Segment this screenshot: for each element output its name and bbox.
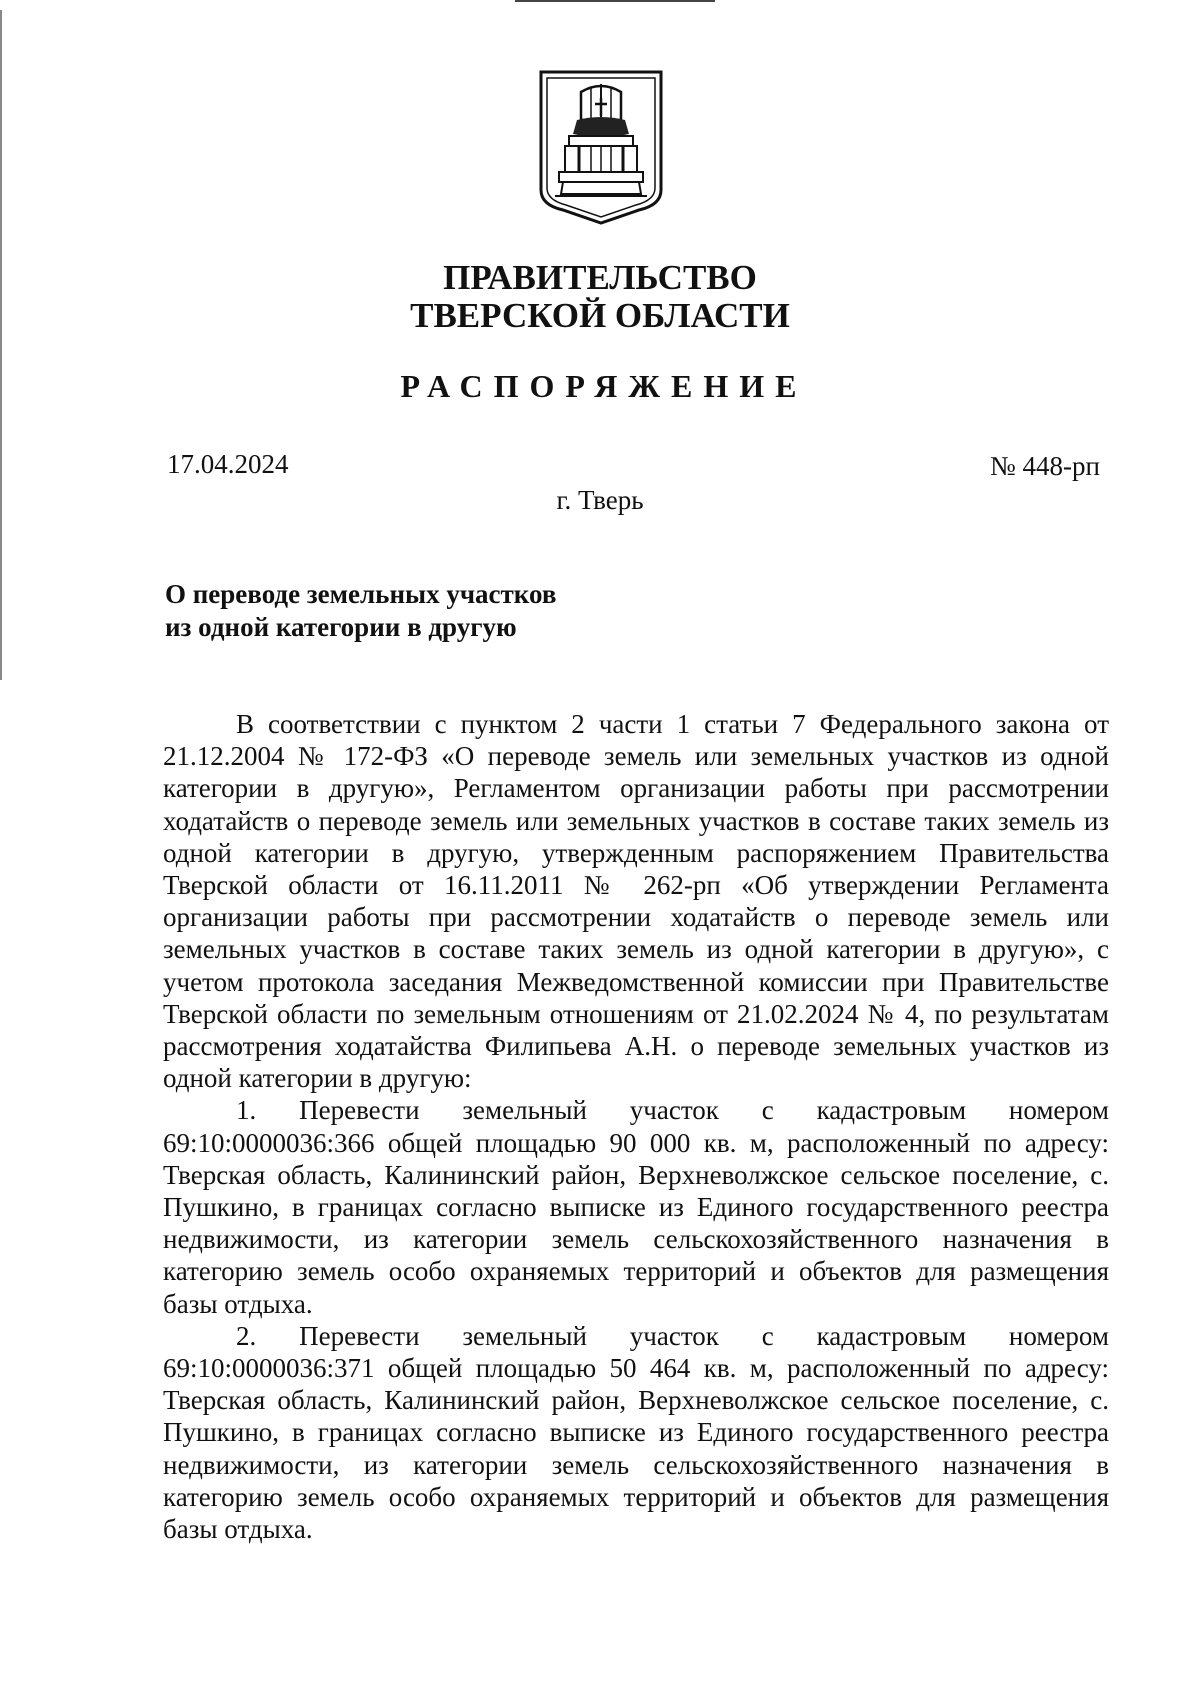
document-type: РАСПОРЯЖЕНИЕ <box>400 368 808 404</box>
document-date: 17.04.2024 <box>167 449 289 479</box>
scan-edge-left <box>0 10 2 680</box>
government-title-line2: ТВЕРСКОЙ ОБЛАСТИ <box>410 296 790 335</box>
subject-line1: О переводе земельных участков <box>165 579 557 609</box>
government-title-line1: ПРАВИТЕЛЬСТВО <box>443 258 757 297</box>
subject-line2: из одной категории в другую <box>165 612 517 642</box>
document-subject <box>165 578 556 644</box>
scan-edge-top <box>515 0 715 2</box>
tver-coat-of-arms-icon <box>539 70 663 225</box>
document-body <box>163 708 1109 1545</box>
preamble-paragraph: В соответствии с пунктом 2 части 1 статьи 7 Федерального закона от 21.12.2004 № 172-ФЗ «О переводе земель или земельных участков из одной категории в другую», Регламентом организации работы при рассмотрении ходатайств о переводе земель или земельных участков в составе таких земель из одной категории в другую, утвержденным распоряжением Правительства Тверской области от 16.11.2011 № 262-рп «Об утверждении Регламента организации работы при рассмотрении ходатайств о переводе земель или земельных участков в составе таких земель из одной категории в другую», с учетом протокола заседания Межведомственной комиссии при Правительстве Тверской области по земельным отношениям от 21.02.2024 № 4, по результатам рассмотрения ходатайства Филипьева А.Н. о переводе земельных участков из одной категории в другую: <box>163 709 1109 1094</box>
order-item-2: 2. Перевести земельный участок с кадастровым номером 69:10:0000036:371 общей площадью 50 464 кв. м, расположенный по адресу: Тверская область, Калининский район, Верхневолжское сельское поселение, с. Пушкино, в границах согласно выписке из Единого государственного реестра недвижимости, из категории земель сельскохозяйственного назначения в категорию земель особо охраняемых территорий и объектов для размещения базы отдыха. <box>163 1320 1109 1545</box>
document-number: № 448-рп <box>990 451 1100 481</box>
document-city: г. Тверь <box>556 485 644 515</box>
order-item-1: 1. Перевести земельный участок с кадастровым номером 69:10:0000036:366 общей площадью 90 000 кв. м, расположенный по адресу: Тверская область, Калининский район, Верхневолжское сельское поселение, с. Пушкино, в границах согласно выписке из Единого государственного реестра недвижимости, из категории земель сельскохозяйственного назначения в категорию земель особо охраняемых территорий и объектов для размещения базы отдыха. <box>163 1095 1109 1319</box>
